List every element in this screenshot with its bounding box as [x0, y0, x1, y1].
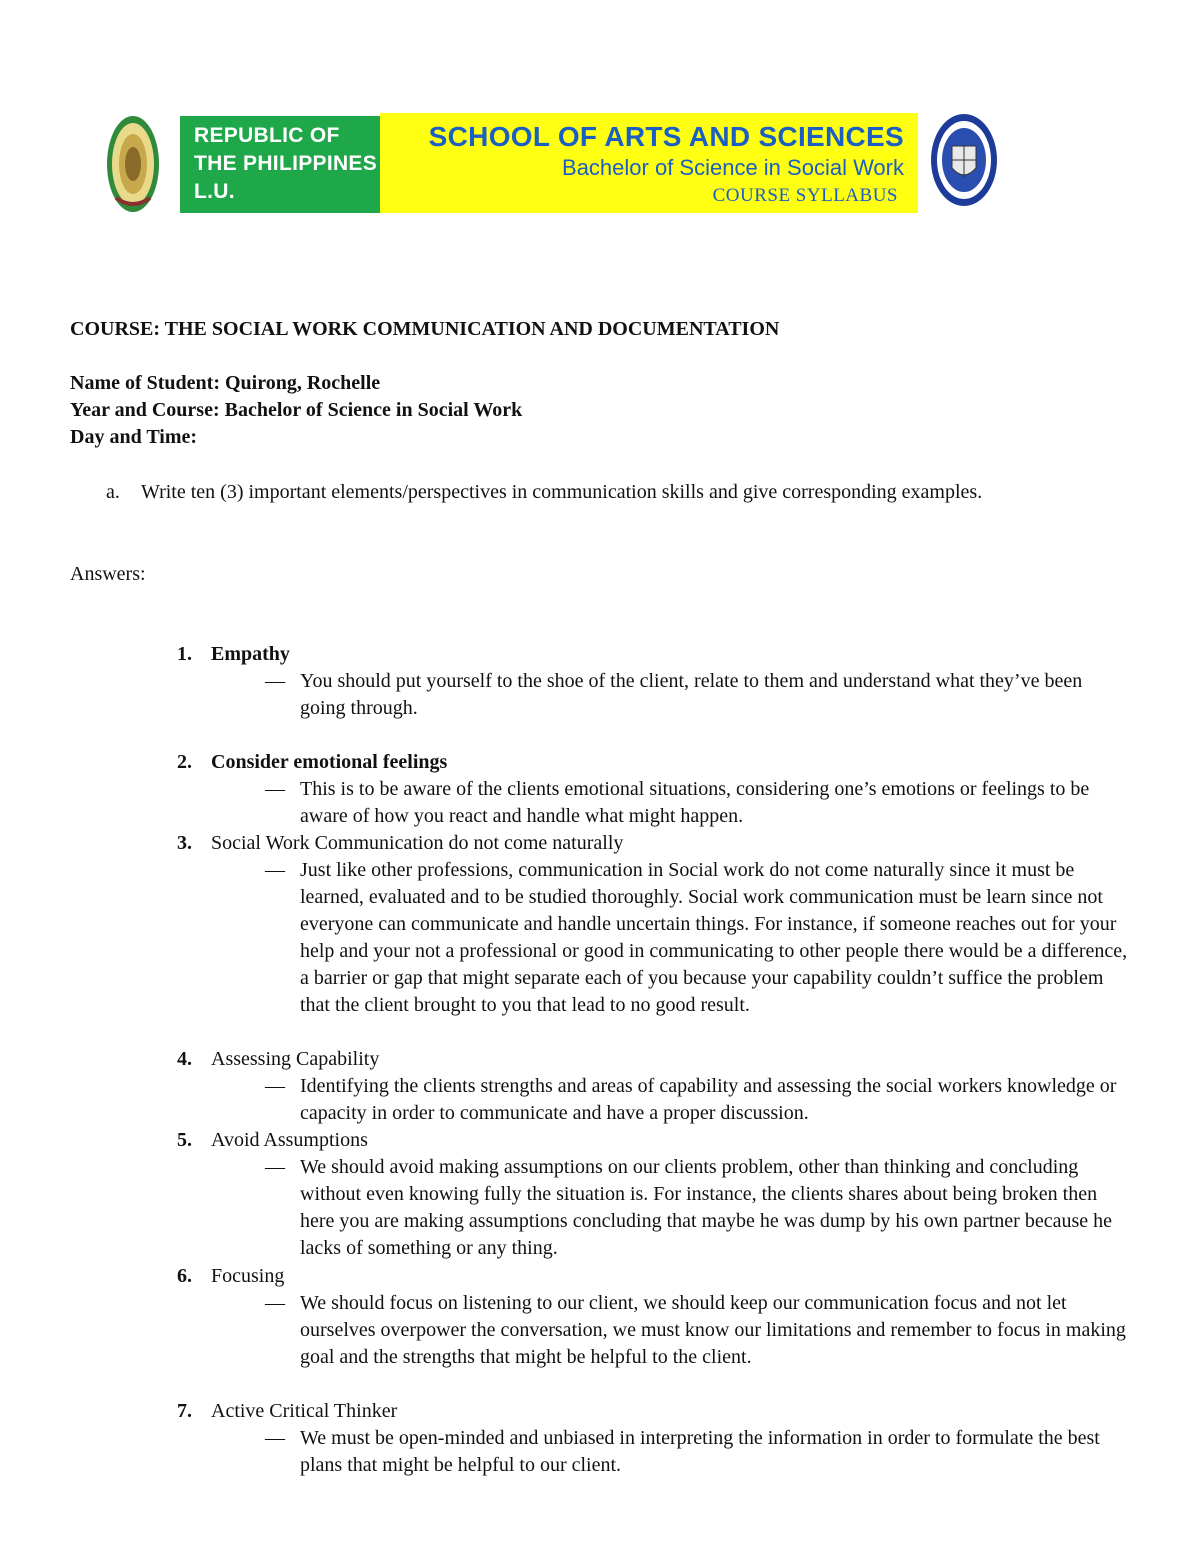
student-year-course: Year and Course: Bachelor of Science in Social Work — [70, 399, 523, 421]
item-body: You should put yourself to the shoe of the client, relate to them and understand what they’ve been going through. — [300, 670, 1083, 719]
student-day-time: Day and Time: — [70, 426, 198, 448]
item-title: Avoid Assumptions — [211, 1129, 368, 1151]
item-number: 2. — [177, 751, 192, 773]
school-name: SCHOOL OF ARTS AND SCIENCES — [428, 121, 904, 152]
dash-marker: — — [265, 670, 285, 692]
item-body: We should avoid making assumptions on our clients problem, other than thinking and concluding without even knowing fully the situation is. For instance, the clients shares about being broken then here you are making assumptions concluding that maybe he was dump by his own partner because he lacks of something or any thing. — [300, 1156, 1113, 1259]
item-title: Focusing — [211, 1265, 285, 1287]
item-title: Social Work Communication do not come naturally — [211, 832, 624, 854]
item-number: 5. — [177, 1129, 192, 1151]
dash-marker: — — [265, 778, 285, 800]
school-banner — [380, 113, 918, 213]
item-title: Consider emotional feelings — [211, 751, 448, 773]
question-marker: a. — [106, 481, 120, 503]
item-title: Empathy — [211, 643, 290, 665]
item-body: We must be open-minded and unbiased in interpreting the information in order to formulate the best plans that might be helpful to our client. — [300, 1427, 1100, 1476]
program-name: Bachelor of Science in Social Work — [562, 155, 904, 180]
item-number: 3. — [177, 832, 192, 854]
question-text: Write ten (3) important elements/perspectives in communication skills and give corresponding examples. — [141, 481, 983, 503]
republic-banner — [180, 116, 380, 213]
dash-marker: — — [265, 1427, 285, 1449]
item-number: 7. — [177, 1400, 192, 1422]
item-number: 4. — [177, 1048, 192, 1070]
school-seal-left — [106, 114, 160, 214]
dash-marker: — — [265, 1156, 285, 1178]
school-seal-right — [930, 112, 998, 208]
document-type: COURSE SYLLABUS — [712, 185, 898, 206]
dash-marker: — — [265, 1292, 285, 1314]
item-title: Assessing Capability — [211, 1048, 380, 1070]
item-body: This is to be aware of the clients emotional situations, considering one’s emotions or feelings to be aware of how you react and handle what might happen. — [300, 778, 1090, 827]
dash-marker: — — [265, 859, 285, 881]
answers-label: Answers: — [70, 563, 146, 585]
item-number: 1. — [177, 643, 192, 665]
student-name: Name of Student: Quirong, Rochelle — [70, 372, 381, 394]
republic-text: REPUBLIC OF THE PHILIPPINES L.U. — [194, 124, 378, 203]
item-number: 6. — [177, 1265, 192, 1287]
item-body: Just like other professions, communication in Social work do not come naturally since it must be learned, evaluated and to be studied thoroughly. Social work communication must be learn since not everyone can communicate and handle uncertain things. For instance, if someone reaches out for your help and your not a professional or good in communicating to other people there would be a difference, a barrier or gap that might separate each of you because your capability couldn’t suffice the problem that the client brought to you that lead to no good result. — [300, 859, 1128, 1016]
item-body: Identifying the clients strengths and areas of capability and assessing the social workers knowledge or capacity in order to communicate and have a proper discussion. — [300, 1075, 1117, 1124]
item-title: Active Critical Thinker — [211, 1400, 398, 1422]
item-body: We should focus on listening to our client, we should keep our communication focus and not let ourselves overpower the conversation, we must know our limitations and remember to focus in making goal and the strengths that might be helpful to the client. — [300, 1292, 1126, 1368]
course-title: COURSE: THE SOCIAL WORK COMMUNICATION AND DOCUMENTATION — [70, 318, 780, 340]
dash-marker: — — [265, 1075, 285, 1097]
